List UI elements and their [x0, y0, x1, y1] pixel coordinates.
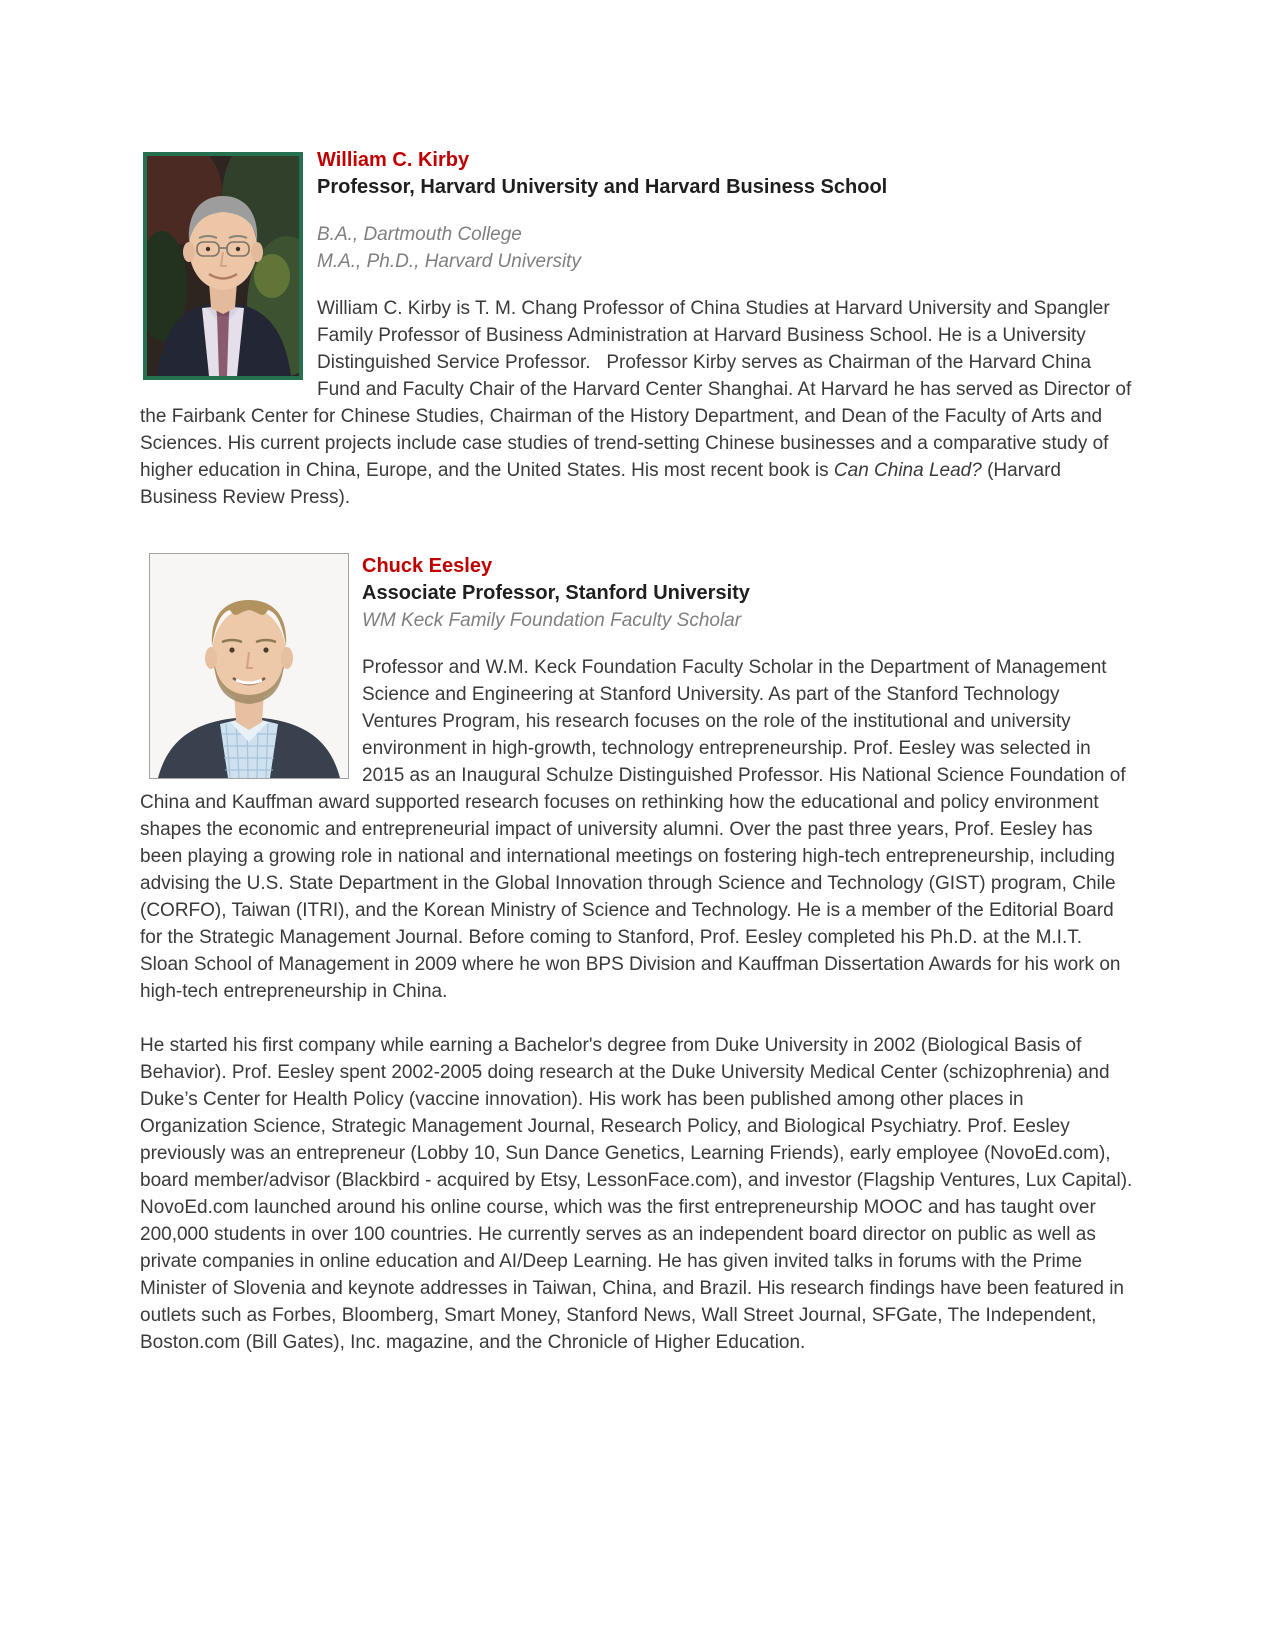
- chuck-eesley-portrait-photo: [149, 553, 349, 779]
- bio-section-william-c-kirby: [140, 147, 1137, 511]
- text-run: Professor and W.M. Keck Foundation Faculty Scholar in the Department of Management Science and Engineering at Stanford University. As part of the Stanford Technology Ventures Program, his research focuses on the role of the institutional and university environment in high-growth, technology entrepreneurship. Prof. Eesley was selected in 2015 as an Inaugural Schulze Distinguished Professor. His National Science Foundation of China and Kauffman award supported research focuses on rethinking how the educational and policy environment shapes the economic and entrepreneurial impact of university alumni. Over the past three years, Prof. Eesley has been playing a growing role in national and international meetings on fostering high-tech entrepreneurship, including advising the U.S. State Department in the Global Innovation through Science and Technology (GIST) program, Chile (CORFO), Taiwan (ITRI), and the Korean Ministry of Science and Technology. He is a member of the Editorial Board for the Strategic Management Journal. Before coming to Stanford, Prof. Eesley completed his Ph.D. at the M.I.T. Sloan School of Management in 2009 where he won BPS Division and Kauffman Dissertation Awards for his work on high-tech entrepreneurship in China.: [140, 657, 1131, 1002]
- bio-paragraph-eesley-2: [140, 1032, 1138, 1356]
- credential-line: B.A., Dartmouth College: [317, 224, 522, 245]
- credential-line: WM Keck Family Foundation Faculty Scholar: [362, 610, 742, 631]
- text-run: (Harvard Business Review Press).: [140, 460, 1067, 508]
- bio-title-kirby: Professor, Harvard University and Harvard Business School: [317, 176, 888, 198]
- italic-text-run: Can China Lead?: [833, 460, 982, 481]
- kirby-portrait-illustration: [147, 156, 299, 376]
- bio-name-eesley: Chuck Eesley: [362, 555, 493, 577]
- text-run: He started his first company while earning a Bachelor's degree from Duke University in 2002 (Biological Basis of Behavior). Prof. Eesley spent 2002-2005 doing research at the Duke University Medical Center (schizophrenia) and Duke’s Center for Health Policy (vaccine innovation). His work has been published among other places in Organization Science, Strategic Management Journal, Research Policy, and Biological Psychiatry. Prof. Eesley previously was an entrepreneur (Lobby 10, Sun Dance Genetics, Learning Friends), early employee (NovoEd.com), board member/advisor (Blackbird - acquired by Etsy, LessonFace.com), and investor (Flagship Ventures, Lux Capital). NovoEd.com launched around his online course, which was the first entrepreneurship MOOC and has taught over 200,000 students in over 100 countries. He currently serves as an independent board director on public as well as private companies in online education and AI/Deep Learning. He has given invited talks in forums with the Prime Minister of Slovenia and keynote addresses in Taiwan, China, and Brazil. His research findings have been featured in outlets such as Forbes, Bloomberg, Smart Money, Stanford News, Wall Street Journal, SFGate, The Independent, Boston.com (Bill Gates), Inc. magazine, and the Chronicle of Higher Education.: [140, 1035, 1138, 1353]
- credential-line: M.A., Ph.D., Harvard University: [317, 251, 581, 272]
- bio-name-kirby: William C. Kirby: [317, 149, 470, 171]
- bio-title-eesley: Associate Professor, Stanford University: [362, 582, 750, 604]
- william-c-kirby-portrait-photo: [143, 152, 303, 380]
- text-run: William C. Kirby is T. M. Chang Professor of China Studies at Harvard University and Spangler Family Professor of Business Administration at Harvard Business School. He is a University Distinguished Service Professor. Professor Kirby serves as Chairman of the Harvard China Fund and Faculty Chair of the Harvard Center Shanghai. At Harvard he has served as Director of the Fairbank Center for Chinese Studies, Chairman of the History Department, and Dean of the Faculty of Arts and Sciences. His current projects include case studies of trend-setting Chinese businesses and a comparative study of higher education in China, Europe, and the United States. His most recent book is: [140, 298, 1137, 481]
- bio-section-chuck-eesley: [140, 553, 1138, 1356]
- eesley-portrait-illustration: [150, 554, 348, 778]
